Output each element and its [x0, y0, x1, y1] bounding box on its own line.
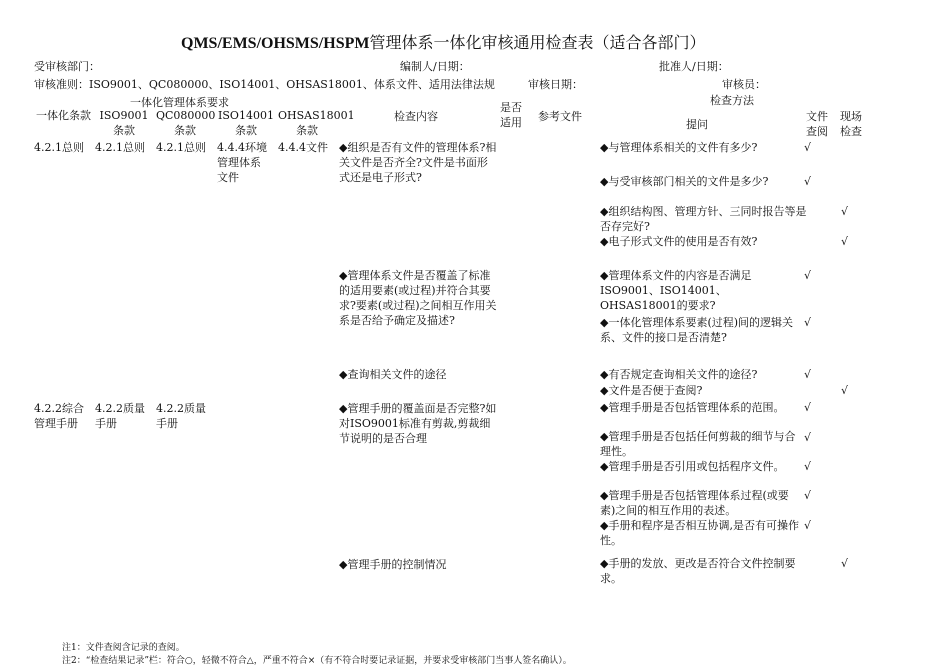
check-content-item: ◆管理手册的覆盖面是否完整?如对ISO9001标准有剪裁,剪裁细节说明的是否合理: [339, 402, 497, 445]
clause-iso14001-4-4-4: 4.4.4环境管理体系文件: [217, 141, 267, 184]
clause-iso9001-4-2-2: 4.2.2质量手册: [95, 402, 145, 430]
auditor-label: 审核员：: [722, 78, 766, 91]
header-check-method: 检查方法: [710, 94, 754, 107]
doc-review-check-mark: √: [804, 141, 812, 154]
header-onsite-check: 现场检查: [840, 110, 862, 138]
clause-ohsas18001-4-4-4: 4.4.4文件: [278, 141, 328, 154]
question-item: ◆文件是否便于查阅?: [600, 384, 703, 397]
editor-label: 编制人/日期：: [400, 60, 470, 73]
header-group-requirements: 一体化管理体系要求: [130, 96, 229, 109]
onsite-check-mark: √: [841, 235, 849, 248]
check-content-item: ◆管理手册的控制情况: [339, 558, 447, 571]
onsite-check-mark: √: [841, 384, 849, 397]
title-text: 管理体系一体化审核通用检查表（适合各部门）: [369, 33, 706, 52]
check-content-item: ◆管理体系文件是否覆盖了标准的适用要素(或过程)并符合其要求?要素(或过程)之间相互作用关系是否给予确定及描述?: [339, 269, 497, 327]
header-ohsas18001-clause: OHSAS18001条款: [278, 109, 355, 137]
header-document-review: 文件查阅: [806, 110, 828, 138]
criteria-label: 审核准则：ISO9001、QC080000、ISO14001、OHSAS18001、体系文件、适用法律法规: [34, 78, 495, 91]
question-item: ◆管理体系文件的内容是否满足ISO9001、ISO14001、OHSAS18001的要求?: [600, 269, 752, 312]
doc-review-check-mark: √: [804, 519, 812, 532]
audit-date-label: 审核日期：: [528, 78, 583, 91]
clause-qc080000-4-2-1: 4.2.1总则: [156, 141, 206, 154]
doc-review-check-mark: √: [804, 401, 812, 414]
question-item: ◆有否规定查询相关文件的途径?: [600, 368, 758, 381]
approver-label: 批准人/日期：: [659, 60, 729, 73]
onsite-check-mark: √: [841, 205, 849, 218]
header-question: 提问: [686, 118, 708, 131]
question-item: ◆管理手册是否包括管理体系的范围。: [600, 401, 785, 414]
doc-review-check-mark: √: [804, 175, 812, 188]
question-item: ◆管理手册是否包括管理体系过程(或要素)之间的相互作用的表述。: [600, 489, 789, 517]
header-iso14001-clause: ISO14001条款: [218, 109, 274, 137]
onsite-check-mark: √: [841, 557, 849, 570]
question-item: ◆与管理体系相关的文件有多少?: [600, 141, 758, 154]
doc-review-check-mark: √: [804, 489, 812, 502]
page-title: [181, 30, 705, 53]
clause-integrated-4-2-2: 4.2.2综合管理手册: [34, 402, 84, 430]
title-standards: QMS/EMS/OHSMS/HSPM: [181, 35, 370, 52]
doc-review-check-mark: √: [804, 368, 812, 381]
question-item: ◆一体化管理体系要素(过程)间的逻辑关系、文件的接口是否清楚?: [600, 316, 794, 344]
check-content-item: ◆查询相关文件的途径: [339, 368, 447, 381]
check-content-item: ◆组织是否有文件的管理体系?相关文件是否齐全?文件是书面形式还是电子形式?: [339, 141, 497, 184]
question-item: ◆与受审核部门相关的文件是多少?: [600, 175, 769, 188]
question-item: ◆管理手册是否引用或包括程序文件。: [600, 460, 785, 473]
question-item: ◆手册的发放、更改是否符合文件控制要求。: [600, 557, 796, 585]
doc-review-check-mark: √: [804, 269, 812, 282]
question-item: ◆组织结构图、管理方针、三同时报告等是否存完好?: [600, 205, 807, 233]
header-check-content: 检查内容: [394, 110, 438, 123]
question-item: ◆管理手册是否包括任何剪裁的细节与合理性。: [600, 430, 796, 458]
footnote-2: 注2：“检查结果记录”栏：符合○，轻微不符合△，严重不符合×（有不符合时要记录证据，并要求受审核部门当事人签名确认）。: [62, 656, 572, 666]
header-iso9001-clause: ISO9001条款: [99, 109, 149, 137]
doc-review-check-mark: √: [804, 460, 812, 473]
clause-iso9001-4-2-1: 4.2.1总则: [95, 141, 145, 154]
header-integrated-clause: 一体化条款: [36, 109, 91, 122]
question-item: ◆手册和程序是否相互协调,是否有可操作性。: [600, 519, 799, 547]
question-item: ◆电子形式文件的使用是否有效?: [600, 235, 758, 248]
header-reference-docs: 参考文件: [538, 110, 582, 123]
clause-qc080000-4-2-2: 4.2.2质量手册: [156, 402, 206, 430]
header-applicable: 是否适用: [500, 101, 522, 129]
dept-label: 受审核部门：: [34, 60, 100, 73]
clause-integrated-4-2-1: 4.2.1总则: [34, 141, 84, 154]
doc-review-check-mark: √: [804, 431, 812, 444]
footnote-1: 注1：文件查阅含记录的查阅。: [62, 643, 185, 653]
header-qc080000-clause: QC080000条款: [156, 109, 216, 137]
doc-review-check-mark: √: [804, 316, 812, 329]
